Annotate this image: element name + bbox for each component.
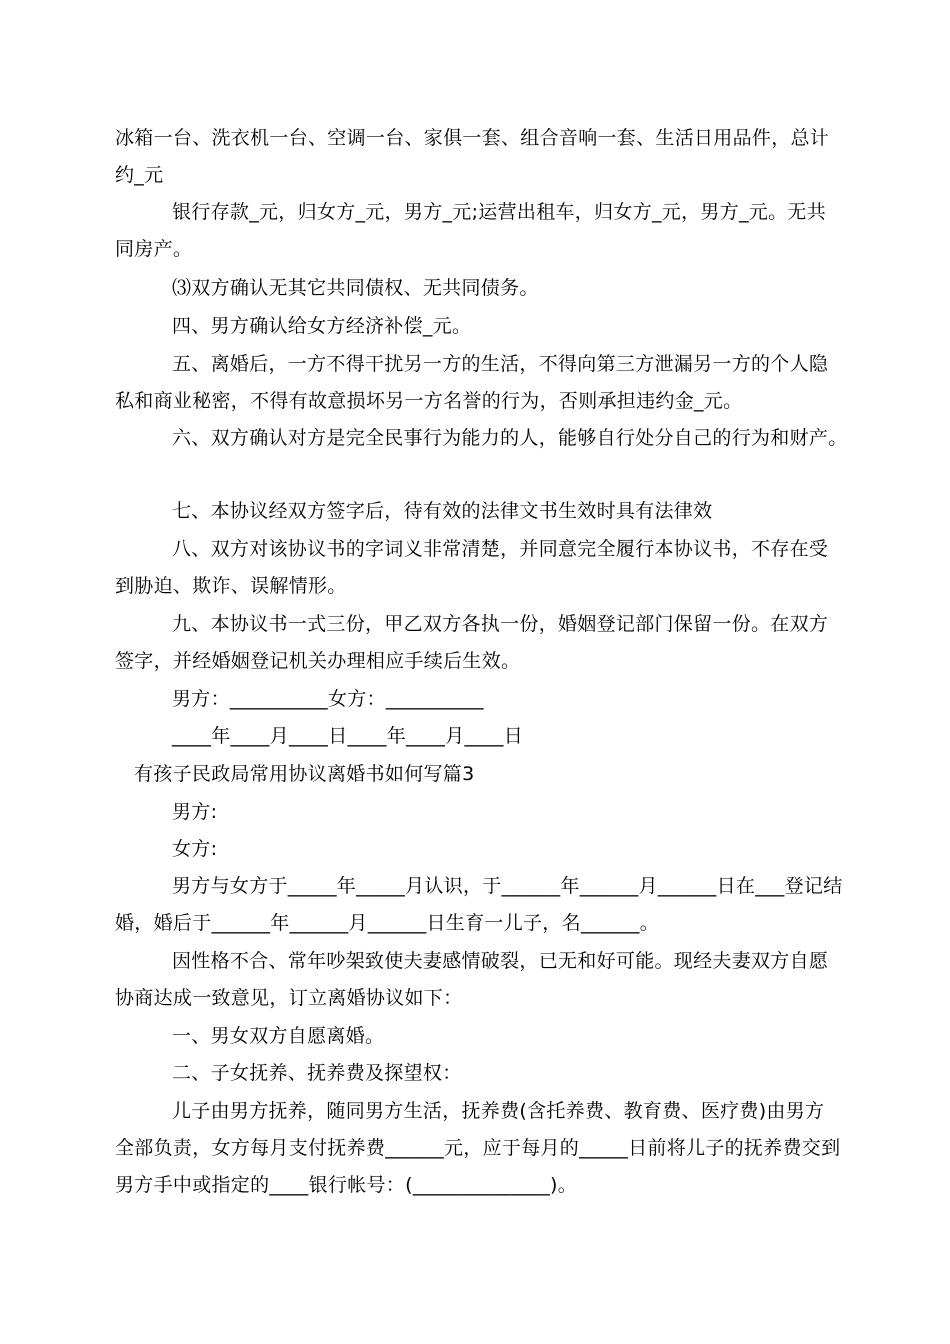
date-line: ____年____月____日____年____月____日 [172,725,523,747]
text-line: 八、双方对该协议书的字词义非常清楚，并同意完全履行本协议书，不存在受 [172,538,829,560]
text-line: 因性格不合、常年吵架致使夫妻感情破裂，已无和好可能。现经夫妻双方自愿 [172,950,829,972]
text-line: 七、本协议经双方签字后，待有效的法律文书生效时具有法律效 [172,500,713,522]
text-line: 签字，并经婚姻登记机关办理相应手续后生效。 [115,650,521,672]
text-line: 四、男方确认给女方经济补偿_元。 [172,315,472,337]
text-line: 男方: [172,801,218,823]
text-line: 约_元 [115,164,164,186]
text-line: 儿子由男方抚养，随同男方生活，抚养费(含托养费、教育费、医疗费)由男方 [172,1100,825,1122]
text-line: 男方手中或指定的____银行帐号：(______________)。 [115,1174,578,1196]
section-heading: 有孩子民政局常用协议离婚书如何写篇3 [134,763,475,785]
text-line: 协商达成一致意见，订立离婚协议如下： [115,987,463,1009]
text-line: 婚，婚后于______年______月______日生育一儿子，名______。 [115,912,660,934]
text-line: 到胁迫、欺诈、误解情形。 [115,575,347,597]
signature-line: 男方：__________女方：__________ [172,688,484,710]
text-line: 冰箱一台、洗衣机一台、空调一台、家俱一套、组合音响一套、生活日用品件，总计 [115,127,830,149]
text-line: 九、本协议书一式三份，甲乙双方各执一份，婚姻登记部门保留一份。在双方 [172,613,829,635]
text-line: 女方: [172,838,218,860]
text-line: ⑶双方确认无其它共同债权、无共同债务。 [172,277,539,299]
text-line: 五、离婚后，一方不得干扰另一方的生活，不得向第三方泄漏另一方的个人隐 [172,353,829,375]
text-line: 男方与女方于_____年_____月认识，于______年______月______日在___登记结 [172,875,843,897]
text-line: 一、男女双方自愿离婚。 [172,1025,385,1047]
text-line: 全部负责，女方每月支付抚养费______元，应于每月的_____日前将儿子的抚养费交到 [115,1137,841,1159]
text-line: 六、双方确认对方是完全民事行为能力的人，能够自行处分自己的行为和财产。 [172,427,848,449]
text-line: 私和商业秘密，不得有故意损坏另一方名誉的行为，否则承担违约金_元。 [115,390,743,412]
text-line: 二、子女抚养、抚养费及探望权： [172,1062,462,1084]
text-line: 银行存款_元，归女方_元，男方_元;运营出租车，归女方_元，男方_元。无共 [172,201,827,223]
text-line: 同房产。 [115,238,193,260]
